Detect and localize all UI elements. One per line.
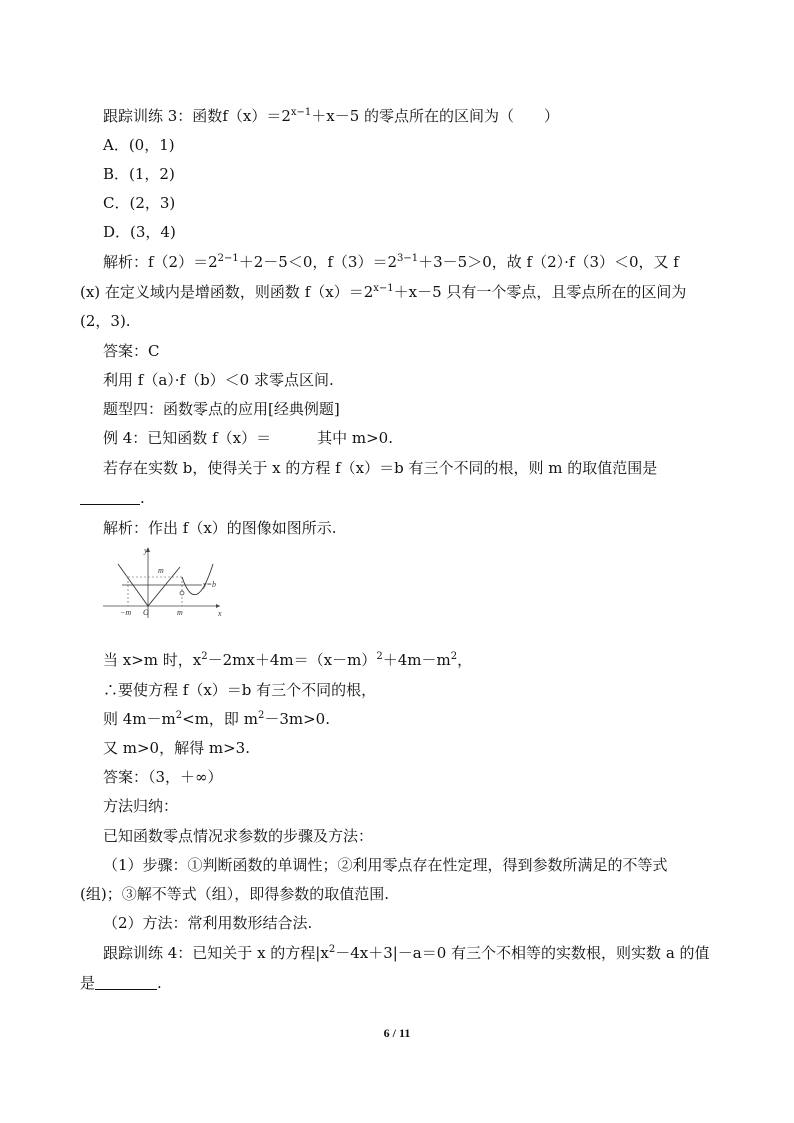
example-4-blank-line [0, 488, 794, 508]
solution-4-intro: 解析：作出 f（x）的图像如图所示. [103, 519, 337, 537]
label-y-b: y=b [203, 580, 216, 589]
superscript: 3−1 [397, 253, 419, 264]
superscript: 2−1 [217, 253, 239, 264]
practice-4-blank-line [0, 973, 794, 993]
label-m-top: m [158, 566, 164, 575]
solution-4-line-2: ∴要使方程 f（x）＝b 有三个不同的根， [103, 681, 377, 699]
method-line-1: 已知函数零点情况求参数的步骤及方法： [103, 827, 374, 845]
text: 例 4：已知函数 f（x）＝ [103, 429, 272, 447]
solution-4-line-4: 又 m>0，解得 m>3. [103, 739, 250, 757]
text: ， [457, 651, 473, 669]
method-line-4: （2）方法：常利用数形结合法. [103, 914, 313, 932]
text: 跟踪训练 3：函数 [103, 107, 223, 125]
option-a: A．(0，1) [103, 136, 175, 154]
solution-4-line-3 [0, 709, 794, 729]
text: －2mx＋4m＝（x－m） [207, 651, 377, 669]
solution-4-line-1 [0, 650, 794, 670]
text: <m，即 m [182, 710, 258, 728]
answer-4: 答案：（3，＋∞） [103, 768, 223, 786]
page-number: 6 / 11 [383, 1026, 411, 1040]
superscript: 2 [328, 944, 336, 955]
text: f（x）＝2 [222, 107, 291, 125]
option-b: B．(1，2) [103, 165, 175, 183]
text: 其中 m>0. [317, 429, 393, 447]
method-heading: 方法归纳： [103, 797, 179, 815]
method-line-2: （1）步骤：①判断函数的单调性；②利用零点存在性定理，得到参数所满足的不等式 [103, 856, 668, 874]
solution-line-1 [0, 252, 794, 272]
superscript: 2 [376, 651, 383, 662]
section-heading: 题型四：函数零点的应用[经典例题] [103, 400, 340, 418]
tip: 利用 f（a）·f（b）＜0 求零点区间. [103, 371, 334, 389]
label-x: x [218, 609, 222, 618]
superscript: 2 [450, 651, 458, 662]
text: ＋4m－m [382, 651, 451, 669]
text: 当 x>m 时，x [103, 651, 202, 669]
option-d: D．(3，4) [103, 223, 176, 241]
text: (x) 在定义域内是增函数，则函数 f（x）＝2 [80, 283, 374, 301]
superscript: 2 [201, 651, 208, 662]
label-m-axis: m [177, 608, 183, 617]
superscript: x−1 [373, 283, 394, 294]
example-4-statement [0, 428, 794, 448]
label-neg-m: −m [120, 608, 132, 617]
solution-line-3: (2，3). [80, 312, 131, 330]
practice-3-question [0, 106, 794, 126]
superscript: 2 [257, 710, 265, 721]
answer-3: 答案：C [103, 342, 160, 360]
text: 解析：f（2）＝2 [103, 253, 218, 271]
text: 跟踪训练 4：已知关于 x 的方程|x [103, 944, 329, 962]
text: ＋3－5＞0，故 f（2）·f（3）＜0，又 f [418, 253, 679, 271]
superscript: 2 [175, 710, 183, 721]
text: －3m>0. [264, 710, 330, 728]
text: 是 [80, 974, 96, 992]
text: ＋x－5 的零点所在的区间为（ ） [311, 107, 560, 125]
practice-4-question [0, 943, 794, 963]
text: 则 4m－m [103, 710, 176, 728]
text: ＋x－5 只有一个零点，且零点所在的区间为 [393, 283, 687, 301]
text: . [140, 489, 145, 507]
x-axis-arrow [216, 604, 220, 608]
function-graph [100, 544, 230, 620]
superscript: x−1 [290, 107, 312, 118]
label-origin: O [143, 608, 149, 617]
option-c: C．(2，3) [103, 194, 176, 212]
open-point [180, 591, 184, 595]
solution-line-2 [0, 282, 794, 302]
label-y: y [144, 546, 148, 555]
text: ＋2－5＜0，f（3）＝2 [238, 253, 398, 271]
text: －4x＋3|－a＝0 有三个不相等的实数根，则实数 a 的值 [335, 944, 710, 962]
text: . [157, 974, 162, 992]
answer-blank [80, 490, 140, 505]
example-4-question: 若存在实数 b，使得关于 x 的方程 f（x）＝b 有三个不同的根，则 m 的取值范围是 [103, 459, 658, 477]
answer-blank [95, 975, 157, 990]
method-line-3: (组)；③解不等式（组），即得参数的取值范围. [80, 885, 389, 903]
